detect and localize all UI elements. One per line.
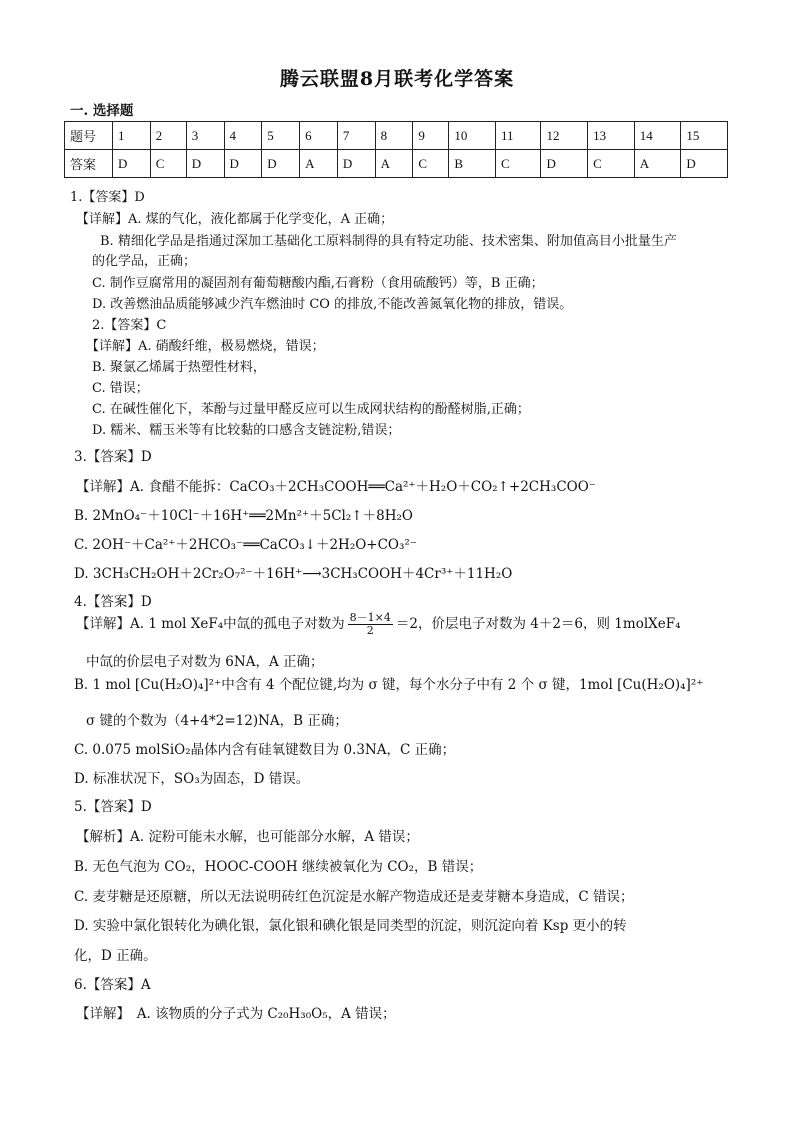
answer-cell: C	[495, 150, 540, 178]
text-line: C. 制作豆腐常用的凝固剂有葡萄糖酸内酯,石膏粉（食用硫酸钙）等，B 正确；	[92, 276, 544, 291]
equation-line: D. 3CH₃CH₂OH＋2Cr₂O₇²⁻＋16H⁺⟶3CH₃COOH＋4Cr³⁺＋11H₂O	[74, 566, 513, 582]
text-line: C. 麦芽糖是还原糖，所以无法说明砖红色沉淀是水解产物造成还是麦芽糖本身造成，C 错误；	[74, 889, 634, 905]
fraction	[348, 612, 393, 637]
text-line: C. 0.075 molSiO₂晶体内含有硅氧键数目为 0.3NA，C 正确；	[74, 742, 456, 758]
answer-cell: C	[588, 150, 635, 178]
text-line: D. 标准状况下，SO₃为固态，D 错误。	[74, 771, 310, 787]
answer-line: 2.【答案】C	[92, 318, 167, 333]
answer-line: 4.【答案】D	[74, 594, 152, 610]
answer-cell: C	[150, 150, 186, 178]
section-heading: 一. 选择题	[70, 103, 134, 119]
answer-cell: D	[681, 150, 728, 178]
answer-cell: D	[541, 150, 588, 178]
answer-cell: A	[634, 150, 681, 178]
text-line: 化，D 正确。	[74, 948, 157, 964]
text-line: σ 键的个数为（4+4*2=12)NA，B 正确；	[86, 713, 348, 729]
question-number-cell: 14	[634, 122, 681, 150]
answer-table	[64, 121, 728, 178]
text-line: 【解析】A. 淀粉可能未水解，也可能部分水解，A 错误；	[76, 829, 419, 845]
question-number-cell: 1	[113, 122, 151, 150]
question-number-cell: 15	[681, 122, 728, 150]
text-line	[76, 612, 681, 637]
page-title: 腾云联盟8月联考化学答案	[279, 68, 515, 90]
answer-cell: D	[337, 150, 375, 178]
answer-cell: D	[186, 150, 224, 178]
text-line: B. 1 mol [Cu(H₂O)₄]²⁺中含有 4 个配位键,均为 σ 键，每个水分子中有 2 个 σ 键，1mol [Cu(H₂O)₄]²⁺	[74, 677, 704, 693]
table-header-cell: 题号	[65, 122, 113, 150]
equation-line: B. 2MnO₄⁻＋10Cl⁻＋16H⁺══2Mn²⁺＋5Cl₂↑＋8H₂O	[74, 508, 413, 524]
equation-line: C. 2OH⁻＋Ca²⁺＋2HCO₃⁻══CaCO₃↓＋2H₂O+CO₃²⁻	[74, 537, 417, 553]
question-number-cell: 8	[375, 122, 413, 150]
text-line: B. 无色气泡为 CO₂，HOOC-COOH 继续被氧化为 CO₂，B 错误；	[74, 859, 483, 875]
text-line: D. 糯米、糯玉米等有比较黏的口感含支链淀粉,错误；	[92, 423, 401, 438]
text-line: 【详解】A. 硝酸纤维，极易燃烧，错误；	[86, 339, 325, 354]
answer-cell: B	[449, 150, 496, 178]
question-number-cell: 3	[186, 122, 224, 150]
text-line: D. 实验中氯化银转化为碘化银，氯化银和碘化银是同类型的沉淀，则沉淀向着 Ksp 更小的转	[74, 918, 627, 934]
answer-line: 6.【答案】A	[74, 977, 151, 993]
text-line: D. 改善燃油品质能够减少汽车燃油时 CO 的排放,不能改善氮氧化物的排放，错误。	[92, 297, 573, 312]
question-number-cell: 10	[449, 122, 496, 150]
table-header-cell: 答案	[65, 150, 113, 178]
question-number-cell: 7	[337, 122, 375, 150]
text-line: 的化学品，正确；	[92, 254, 197, 269]
question-number-cell: 12	[541, 122, 588, 150]
text-line: 【详解】A. 煤的气化，液化都属于化学变化，A 正确；	[76, 212, 394, 227]
answer-line: 1.【答案】D	[70, 190, 145, 205]
text-segment: 【详解】A. 1 mol XeF₄中氙的孤电子对数为	[76, 616, 345, 632]
answer-cell: C	[413, 150, 449, 178]
equation-line: 【详解】A. 食醋不能拆：CaCO₃＋2CH₃COOH══Ca²⁺＋H₂O＋CO₂↑+2CH₃COO⁻	[76, 479, 596, 495]
text-line: 中氙的价层电子对数为 6NA，A 正确；	[86, 654, 324, 670]
fraction-denominator: 2	[366, 624, 374, 637]
question-number-cell: 6	[300, 122, 338, 150]
answer-cell: A	[300, 150, 338, 178]
text-line: C. 错误；	[92, 381, 149, 396]
question-number-cell: 4	[224, 122, 262, 150]
text-line: 【详解】 A. 该物质的分子式为 C₂₀H₃₀O₅，A 错误；	[76, 1006, 396, 1022]
answer-cell: D	[224, 150, 262, 178]
text-segment: ＝2，价层电子对数为 4＋2＝6，则 1molXeF₄	[395, 616, 681, 632]
answer-cell: A	[375, 150, 413, 178]
table-row	[65, 150, 728, 178]
fraction-numerator: 8－1×4	[349, 611, 391, 624]
table-row	[65, 122, 728, 150]
text-line: B. 聚氯乙烯属于热塑性材料，	[92, 360, 266, 375]
question-number-cell: 11	[495, 122, 540, 150]
answer-cell: D	[262, 150, 300, 178]
text-line: B. 精细化学品是指通过深加工基础化工原料制得的具有特定功能、技术密集、附加值高目小批量生产	[100, 234, 677, 249]
answer-line: 3.【答案】D	[74, 449, 152, 465]
answer-cell: D	[113, 150, 151, 178]
question-number-cell: 2	[150, 122, 186, 150]
answer-line: 5.【答案】D	[74, 799, 152, 815]
question-number-cell: 5	[262, 122, 300, 150]
question-number-cell: 13	[588, 122, 635, 150]
text-line: C. 在碱性催化下，苯酚与过量甲醛反应可以生成网状结构的酚醛树脂,正确；	[92, 402, 530, 417]
question-number-cell: 9	[413, 122, 449, 150]
